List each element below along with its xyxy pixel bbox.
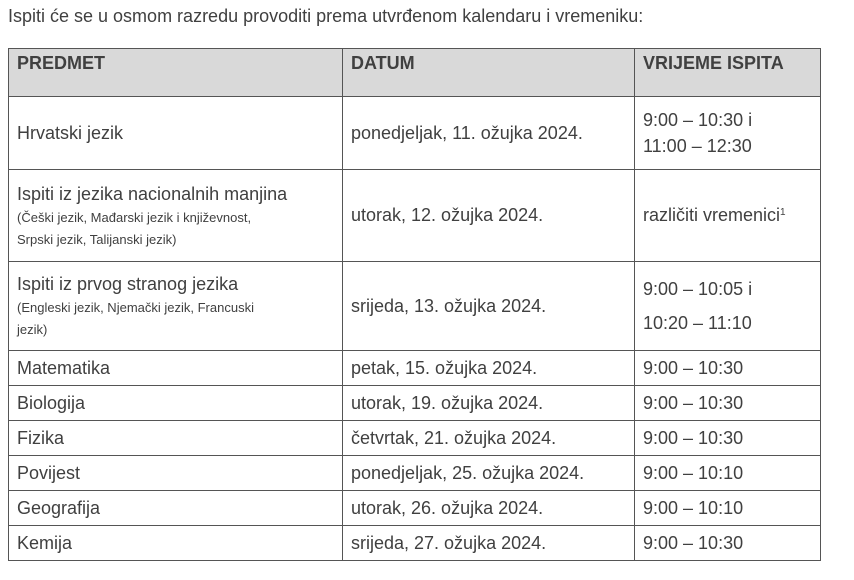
time-cell [635,262,821,351]
subject-cell [9,262,343,351]
subject-name: Ispiti iz jezika nacionalnih manjina [17,183,288,204]
time-cell [635,97,821,170]
header-time: VRIJEME ISPITA [635,49,821,97]
subject-cell: Povijest [9,456,343,491]
time-cell: 9:00 – 10:10 [635,456,821,491]
time-cell: 9:00 – 10:10 [635,491,821,526]
date-cell: srijeda, 13. ožujka 2024. [343,262,635,351]
time-line: 9:00 – 10:30 i [643,110,753,130]
header-date: DATUM [343,49,635,97]
time-cell: 9:00 – 10:30 [635,526,821,561]
subject-name: Hrvatski jezik [17,123,124,143]
date-cell: četvrtak, 21. ožujka 2024. [343,421,635,456]
table-header-row [9,49,821,97]
date-cell: utorak, 12. ožujka 2024. [343,170,635,262]
table-row [9,526,821,561]
date-cell: petak, 15. ožujka 2024. [343,351,635,386]
time-cell: 9:00 – 10:30 [635,386,821,421]
subject-note: (Engleski jezik, Njemački jezik, Francuski [17,300,254,315]
subject-cell [9,170,343,262]
table-row [9,386,821,421]
subject-name: Ispiti iz prvog stranog jezika [17,274,239,294]
subject-cell: Fizika [9,421,343,456]
exam-schedule-table [8,48,821,561]
table-row [9,421,821,456]
subject-cell [9,97,343,170]
table-row [9,262,821,351]
date-cell: utorak, 19. ožujka 2024. [343,386,635,421]
date-cell: srijeda, 27. ožujka 2024. [343,526,635,561]
subject-cell: Geografija [9,491,343,526]
subject-note: jezik) [17,322,48,337]
header-subject: PREDMET [9,49,343,97]
subject-cell: Biologija [9,386,343,421]
date-cell: ponedjeljak, 25. ožujka 2024. [343,456,635,491]
table-row [9,351,821,386]
subject-note: (Češki jezik, Mađarski jezik i književnost, [17,209,252,225]
date-cell: utorak, 26. ožujka 2024. [343,491,635,526]
time-line: 10:20 – 11:10 [643,313,752,333]
subject-cell: Kemija [9,526,343,561]
date-cell: ponedjeljak, 11. ožujka 2024. [343,97,635,170]
footnote-marker: 1 [780,207,786,218]
subject-note: Srpski jezik, Talijanski jezik) [17,231,177,247]
time-cell: 9:00 – 10:30 [635,351,821,386]
table-row [9,170,821,262]
table-row [9,97,821,170]
intro-text: Ispiti će se u osmom razredu provoditi prema utvrđenom kalendaru i vremeniku: [8,6,644,26]
time-cell [635,170,821,262]
table-row [9,456,821,491]
table-row [9,491,821,526]
subject-cell: Matematika [9,351,343,386]
time-text: različiti vremenici [643,205,781,225]
time-cell: 9:00 – 10:30 [635,421,821,456]
time-line: 9:00 – 10:05 i [643,279,753,299]
time-line: 11:00 – 12:30 [643,136,752,156]
